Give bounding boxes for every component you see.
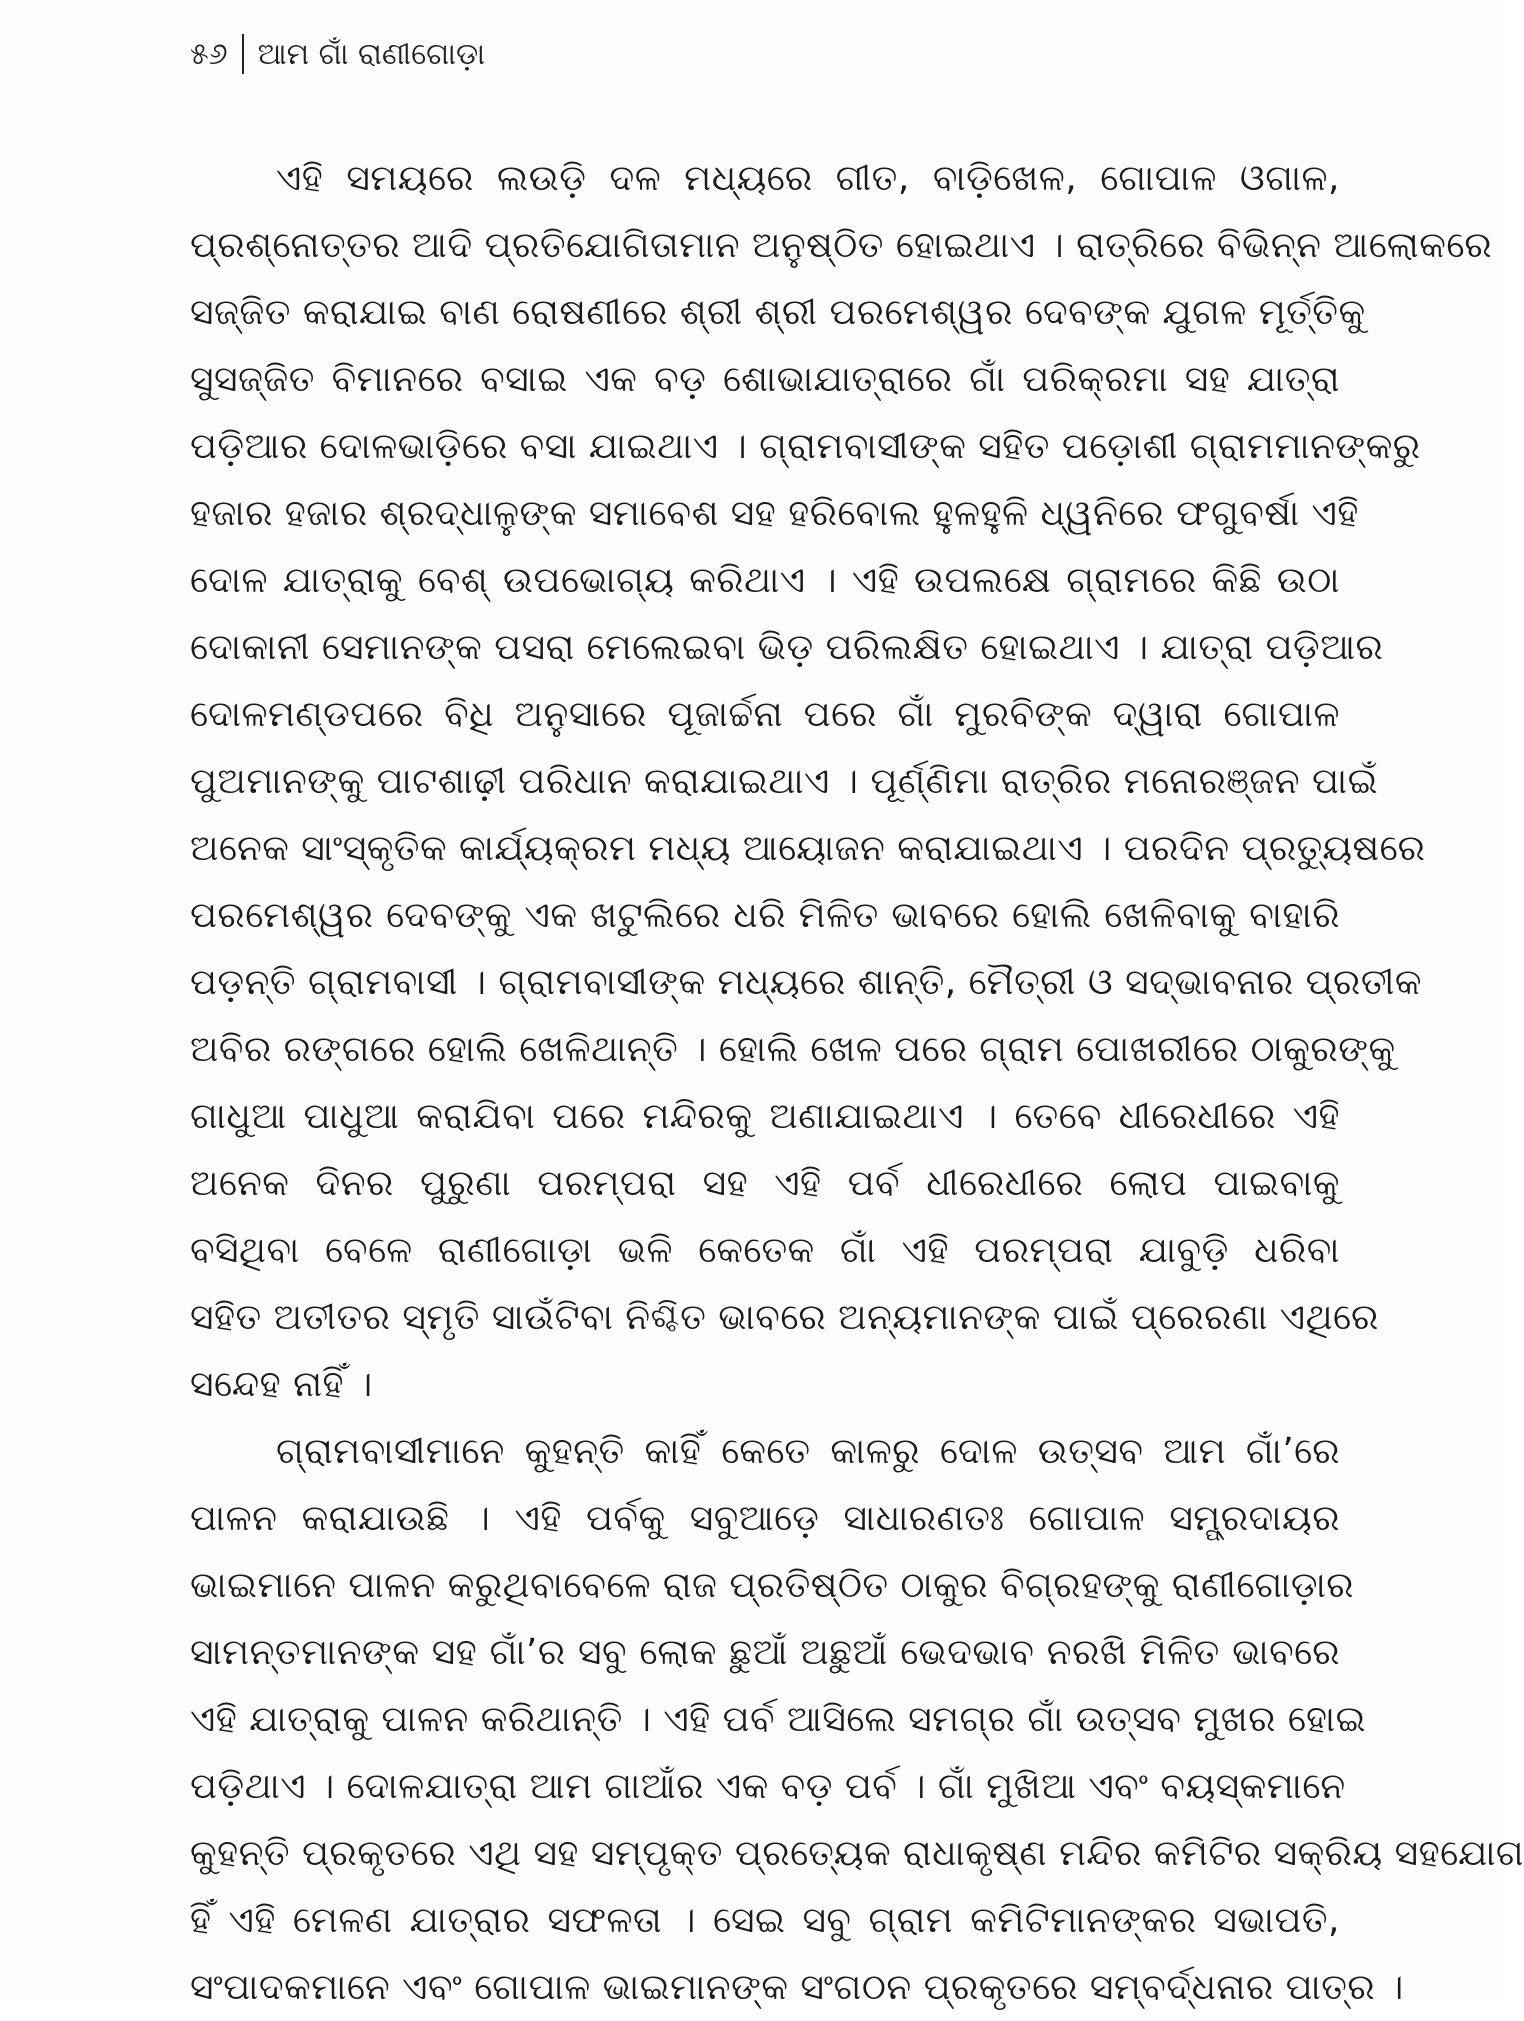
text-line: ହିଁ ଏହି ମେଳଣ ଯାତ୍ରାର ସଫଳତା । ସେଇ ସବୁ ଗ୍ରାମ କମିଟିମାନଙ୍କର ସଭାପତି, <box>190 1900 1340 1941</box>
text-line: ପଡ଼ିଥାଏ । ଦୋଳଯାତ୍ରା ଆମ ଗାଆଁର ଏକ ବଡ଼ ପର୍ବ । ଗାଁ ମୁଖିଆ ଏବଂ ବୟସ୍କମାନେ <box>190 1766 1346 1807</box>
text-line: ସହିତ ଅତୀତର ସ୍ମୃତି ସାଉଁଟିବା ନିଶ୍ଚିତ ଭାବରେ ଅନ୍ୟମାନଙ୍କ ପାଇଁ ପ୍ରେରଣା ଏଥିରେ <box>190 1297 1379 1338</box>
text-line: ଭାଇମାନେ ପାଳନ କରୁଥିବାବେଳେ ରାଜ ପ୍ରତିଷ୍ଠିତ ଠାକୁର ବିଗ୍ରହଙ୍କୁ ରାଣୀଗୋଡ଼ାର <box>190 1565 1355 1606</box>
text-line: ଗ୍ରାମବାସୀମାନେ କୁହନ୍ତି କାହିଁ କେତେ କାଳରୁ ଦୋଳ ଉତ୍ସବ ଆମ ଗାଁ’ରେ <box>276 1431 1340 1472</box>
text-line: ସୁସଜ୍ଜିତ ବିମାନରେ ବସାଇ ଏକ ବଡ଼ ଶୋଭାଯାତ୍ରାରେ ଗାଁ ପରିକ୍ରମା ସହ ଯାତ୍ରା <box>190 359 1340 400</box>
text-line: ହଜାର ହଜାର ଶ୍ରଦ୍ଧାଳୁଙ୍କ ସମାବେଶ ସହ ହରିବୋଲ ହୁଳହୁଳି ଧ୍ୱନିରେ ଫଗୁବର୍ଷା ଏହି <box>190 493 1359 534</box>
text-line: ଦୋଳମଣ୍ଡପରେ ବିଧି ଅନୁସାରେ ପୂଜାର୍ଚ୍ଚନା ପରେ ଗାଁ ମୁରବିଙ୍କ ଦ୍ୱାରା ଗୋପାଳ <box>190 694 1340 735</box>
text-line: ପୁଅମାନଙ୍କୁ ପାଟଶାଢ଼ୀ ପରିଧାନ କରାଯାଇଥାଏ । ପୂର୍ଣ୍ଣିମା ରାତ୍ରିର ମନୋରଞ୍ଜନ ପାଇଁ <box>190 761 1379 802</box>
body-text <box>190 145 1524 2021</box>
text-line: ପ୍ରଶ୍ନୋତ୍ତର ଆଦି ପ୍ରତିଯୋଗିତାମାନ ଅନୁଷ୍ଠିତ ହୋଇଥାଏ । ରାତ୍ରିରେ ବିଭିନ୍ନ ଆଲୋକରେ <box>190 225 1493 266</box>
text-line: ଅନେକ ସାଂସ୍କୃତିକ କାର୍ଯ୍ୟକ୍ରମ ମଧ୍ୟ ଆୟୋଜନ କରାଯାଇଥାଏ । ପରଦିନ ପ୍ରତ୍ୟୁଷରେ <box>190 828 1426 869</box>
paragraph-1 <box>190 145 1493 1418</box>
text-line: ବସିଥିବା ବେଳେ ରାଣୀଗୋଡ଼ା ଭଳି କେତେକ ଗାଁ ଏହି ପରମ୍ପରା ଯାବୁଡ଼ି ଧରିବା <box>190 1230 1340 1271</box>
text-line: ପାଳନ କରାଯାଉଛି । ଏହି ପର୍ବକୁ ସବୁଆଡ଼େ ସାଧାରଣତଃ ଗୋପାଳ ସମ୍ପ୍ରଦାୟର <box>190 1498 1340 1539</box>
text-line: ଅନେକ ଦିନର ପୁରୁଣା ପରମ୍ପରା ସହ ଏହି ପର୍ବ ଧୀରେଧୀରେ ଲୋପ ପାଇବାକୁ <box>190 1163 1340 1204</box>
book-title: ଆମ ଗାଁ ରାଣୀଗୋଡ଼ା <box>257 36 486 72</box>
paragraph-2 <box>190 1418 1524 2021</box>
text-line: କୁହନ୍ତି ପ୍ରକୃତରେ ଏଥି ସହ ସମ୍ପୃକ୍ତ ପ୍ରତ୍ୟେକ ରାଧାକୃଷ୍ଣ ମନ୍ଦିର କମିଟିର ସକ୍ରିୟ ସହଯୋଗ <box>190 1833 1524 1874</box>
text-line: ଏହି ଯାତ୍ରାକୁ ପାଳନ କରିଥାନ୍ତି । ଏହି ପର୍ବ ଆସିଲେ ସମଗ୍ର ଗାଁ ଉତ୍ସବ ମୁଖର ହୋଇ <box>190 1699 1367 1740</box>
text-line: ଦୋଳ ଯାତ୍ରାକୁ ବେଶ୍ ଉପଭୋଗ୍ୟ କରିଥାଏ । ଏହି ଉପଲକ୍ଷେ ଗ୍ରାମରେ କିଛି ଉଠା <box>190 560 1340 601</box>
text-line: ସାମନ୍ତମାନଙ୍କ ସହ ଗାଁ’ର ସବୁ ଲୋକ ଛୁଆଁ ଅଛୁଆଁ ଭେଦଭାବ ନରଖି ମିଳିତ ଭାବରେ <box>190 1632 1340 1673</box>
text-line: ସଂପାଦକମାନେ ଏବଂ ଗୋପାଳ ଭାଇମାନଙ୍କ ସଂଗଠନ ପ୍ରକୃତରେ ସମ୍ବର୍ଦ୍ଧନାର ପାତ୍ର । <box>190 1967 1404 2008</box>
text-line: ସନ୍ଦେହ ନାହିଁ । <box>190 1364 373 1405</box>
page-number: ୫୬ <box>190 36 228 72</box>
text-line: ଅବିର ରଙ୍ଗରେ ହୋଲି ଖେଳିଥାନ୍ତି । ହୋଲି ଖେଳ ପରେ ଗ୍ରାମ ପୋଖରୀରେ ଠାକୁରଙ୍କୁ <box>190 1029 1396 1070</box>
text-line: ଏହି ସମୟରେ ଲଉଡ଼ି ଦଳ ମଧ୍ୟରେ ଗୀତ, ବାଡ଼ିଖେଳ, ଗୋପାଳ ଓଗାଳ, <box>276 158 1340 199</box>
text-line: ପଡ଼ନ୍ତି ଗ୍ରାମବାସୀ । ଗ୍ରାମବାସୀଙ୍କ ମଧ୍ୟରେ ଶାନ୍ତି, ମୈତ୍ରୀ ଓ ସଦ୍‌ଭାବନାର ପ୍ରତୀକ <box>190 962 1422 1003</box>
text-line: ପଡ଼ିଆର ଦୋଳଭାଡ଼ିରେ ବସା ଯାଇଥାଏ । ଗ୍ରାମବାସୀଙ୍କ ସହିତ ପଡ଼ୋଶୀ ଗ୍ରାମମାନଙ୍କରୁ <box>190 426 1421 467</box>
text-line: ସଜ୍ଜିତ କରାଯାଇ ବାଣ ରୋଷଣୀରେ ଶ୍ରୀ ଶ୍ରୀ ପରମେଶ୍ୱର ଦେବଙ୍କ ଯୁଗଳ ମୂର୍ତ୍ତିକୁ <box>190 292 1366 333</box>
running-header <box>190 26 485 82</box>
text-line: ପରମେଶ୍ୱର ଦେବଙ୍କୁ ଏକ ଖଟୁଲିରେ ଧରି ମିଳିତ ଭାବରେ ହୋଲି ଖେଳିବାକୁ ବାହାରି <box>190 895 1340 936</box>
text-line: ଗାଧୁଆ ପାଧୁଆ କରାଯିବା ପରେ ମନ୍ଦିରକୁ ଅଣାଯାଇଥାଏ । ତେବେ ଧୀରେଧୀରେ ଏହି <box>190 1096 1340 1137</box>
text-line: ଦୋକାନୀ ସେମାନଙ୍କ ପସରା ମେଲେଇବା ଭିଡ଼ ପରିଲକ୍ଷିତ ହୋଇଥାଏ । ଯାତ୍ରା ପଡ଼ିଆର <box>190 627 1384 668</box>
header-divider <box>242 34 244 74</box>
